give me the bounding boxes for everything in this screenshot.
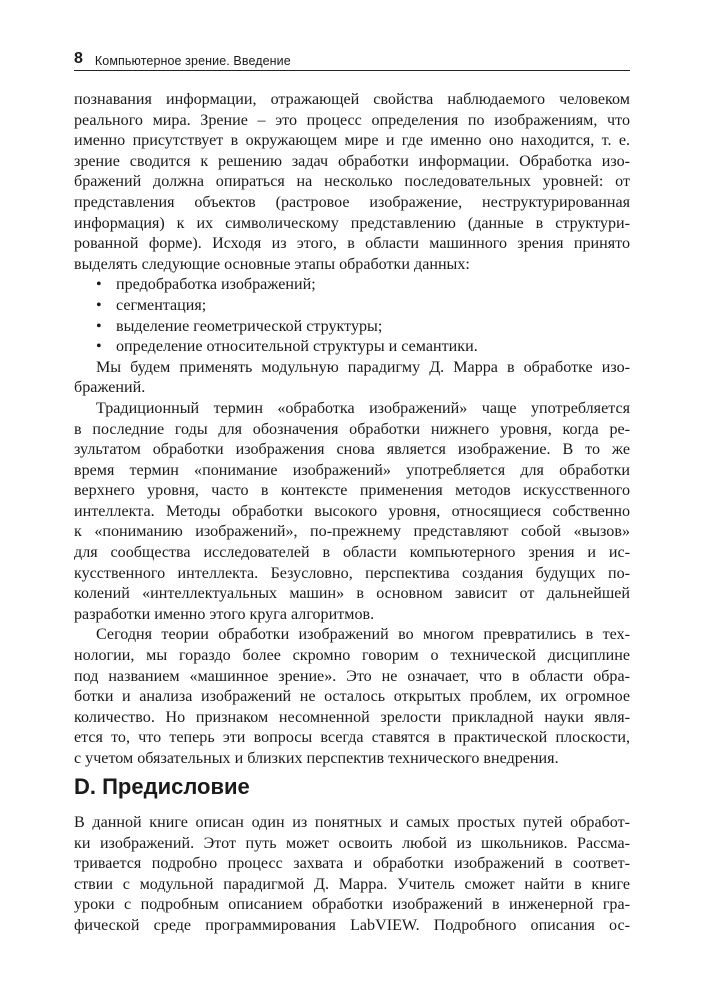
text-line: к «пониманию изображений», по-прежнему представляют собой «вызов»	[74, 523, 630, 541]
text-line: ки изображений. Этот путь может освоить любой из школьников. Рассма-	[74, 834, 630, 852]
text-line: для сообщества исследователей в области компьютерного зрения и ис-	[74, 544, 630, 562]
text-line: интеллекта. Методы обработки высокого уровня, относящиеся собственно	[74, 502, 630, 520]
text-line: разработки именно этого круга алгоритмов.	[74, 605, 375, 623]
text-line: в последние годы для обозначения обработки нижнего уровня, когда ре-	[74, 420, 630, 438]
text-line: кусственного интеллекта. Безусловно, перспектива создания будущих по-	[74, 564, 630, 582]
text-line: реального мира. Зрение – это процесс определения по изображениям, что	[74, 111, 630, 129]
running-title: Компьютерное зрение. Введение	[94, 54, 291, 68]
text-line: Мы будем применять модульную парадигму Д. Марра в обработке изо-	[96, 358, 630, 376]
text-line: зрение сводится к решению задач обработки информации. Обработка изо-	[74, 152, 630, 170]
text-line: тривается подробно процесс захвата и обработки изображений в соответ-	[74, 855, 630, 873]
text-line: выделять следующие основные этапы обработки данных:	[74, 255, 470, 273]
text-line: Традиционный термин «обработка изображений» чаще употребляется	[96, 399, 630, 417]
text-line: ствии с модульной парадигмой Д. Марра. Учитель сможет найти в книге	[74, 875, 630, 893]
bullet-item: • сегментация;	[74, 296, 630, 317]
text-line: зультатом обработки изображения снова является изображение. В то же	[74, 441, 630, 459]
text-line: с учетом обязательных и близких перспектив технического внедрения.	[74, 750, 559, 767]
section-text	[74, 813, 630, 937]
text-line: представления объектов (растровое изображение, неструктурированная	[74, 193, 630, 211]
bullet-item: • определение относительной структуры и семантики.	[74, 337, 630, 358]
bullet-list	[74, 275, 630, 357]
paragraph-traditional	[74, 399, 630, 626]
text-line: рованной форме). Исходя из этого, в области машинного зрения принято	[74, 235, 630, 253]
section-heading: D. Предисловие	[74, 774, 250, 799]
text-line: под названием «машинное зрение». Это не означает, что в области обра-	[74, 667, 630, 685]
text-line: колений «интеллектуальных машин» в основном зависит от дальнейшей	[74, 585, 630, 603]
text-line: верхнего уровня, часто в контексте применения методов искусственного	[74, 482, 630, 500]
text-line: бражений должна опираться на несколько последовательных уровней: от	[74, 173, 630, 191]
bullet-item: • выделение геометрической структуры;	[74, 317, 630, 338]
text-line: информация) к их символическому представлению (данные в структури-	[74, 214, 630, 232]
body-text	[74, 90, 630, 770]
text-line: количество. Но признаком несомненной зрелости прикладной науки явля-	[74, 708, 630, 726]
text-line: уроки с подробным описанием обработки изображений в инженерной гра-	[74, 896, 630, 914]
text-line: нологии, мы гораздо более скромно говорим о технической дисциплине	[74, 647, 630, 665]
page-number: 8	[74, 50, 83, 67]
text-line: фической среде программирования LabVIEW. Подробного описания ос-	[74, 916, 630, 934]
paragraph-marr	[74, 358, 630, 399]
running-head	[74, 44, 630, 71]
text-line: бражений.	[74, 379, 146, 397]
text-line: ется то, что теперь эти вопросы всегда ставятся в практической плоскости,	[74, 729, 630, 747]
text-line: В данной книге описан один из понятных и самых простых путей обработ-	[74, 814, 630, 831]
text-line: время термин «понимание изображений» употребляется для обработки	[74, 461, 630, 479]
text-line: Сегодня теории обработки изображений во многом превратились в тех-	[96, 626, 630, 644]
text-line: познавания информации, отражающей свойства наблюдаемого человеком	[74, 91, 630, 108]
paragraph-today	[74, 625, 630, 769]
text-line: именно присутствует в окружающем мире и где именно оно находится, т. е.	[74, 132, 630, 150]
bullet-item: • предобработка изображений;	[74, 275, 630, 296]
paragraph-intro	[74, 90, 630, 275]
text-line: ботки и анализа изображений не осталось открытых проблем, их огромное	[74, 688, 630, 706]
